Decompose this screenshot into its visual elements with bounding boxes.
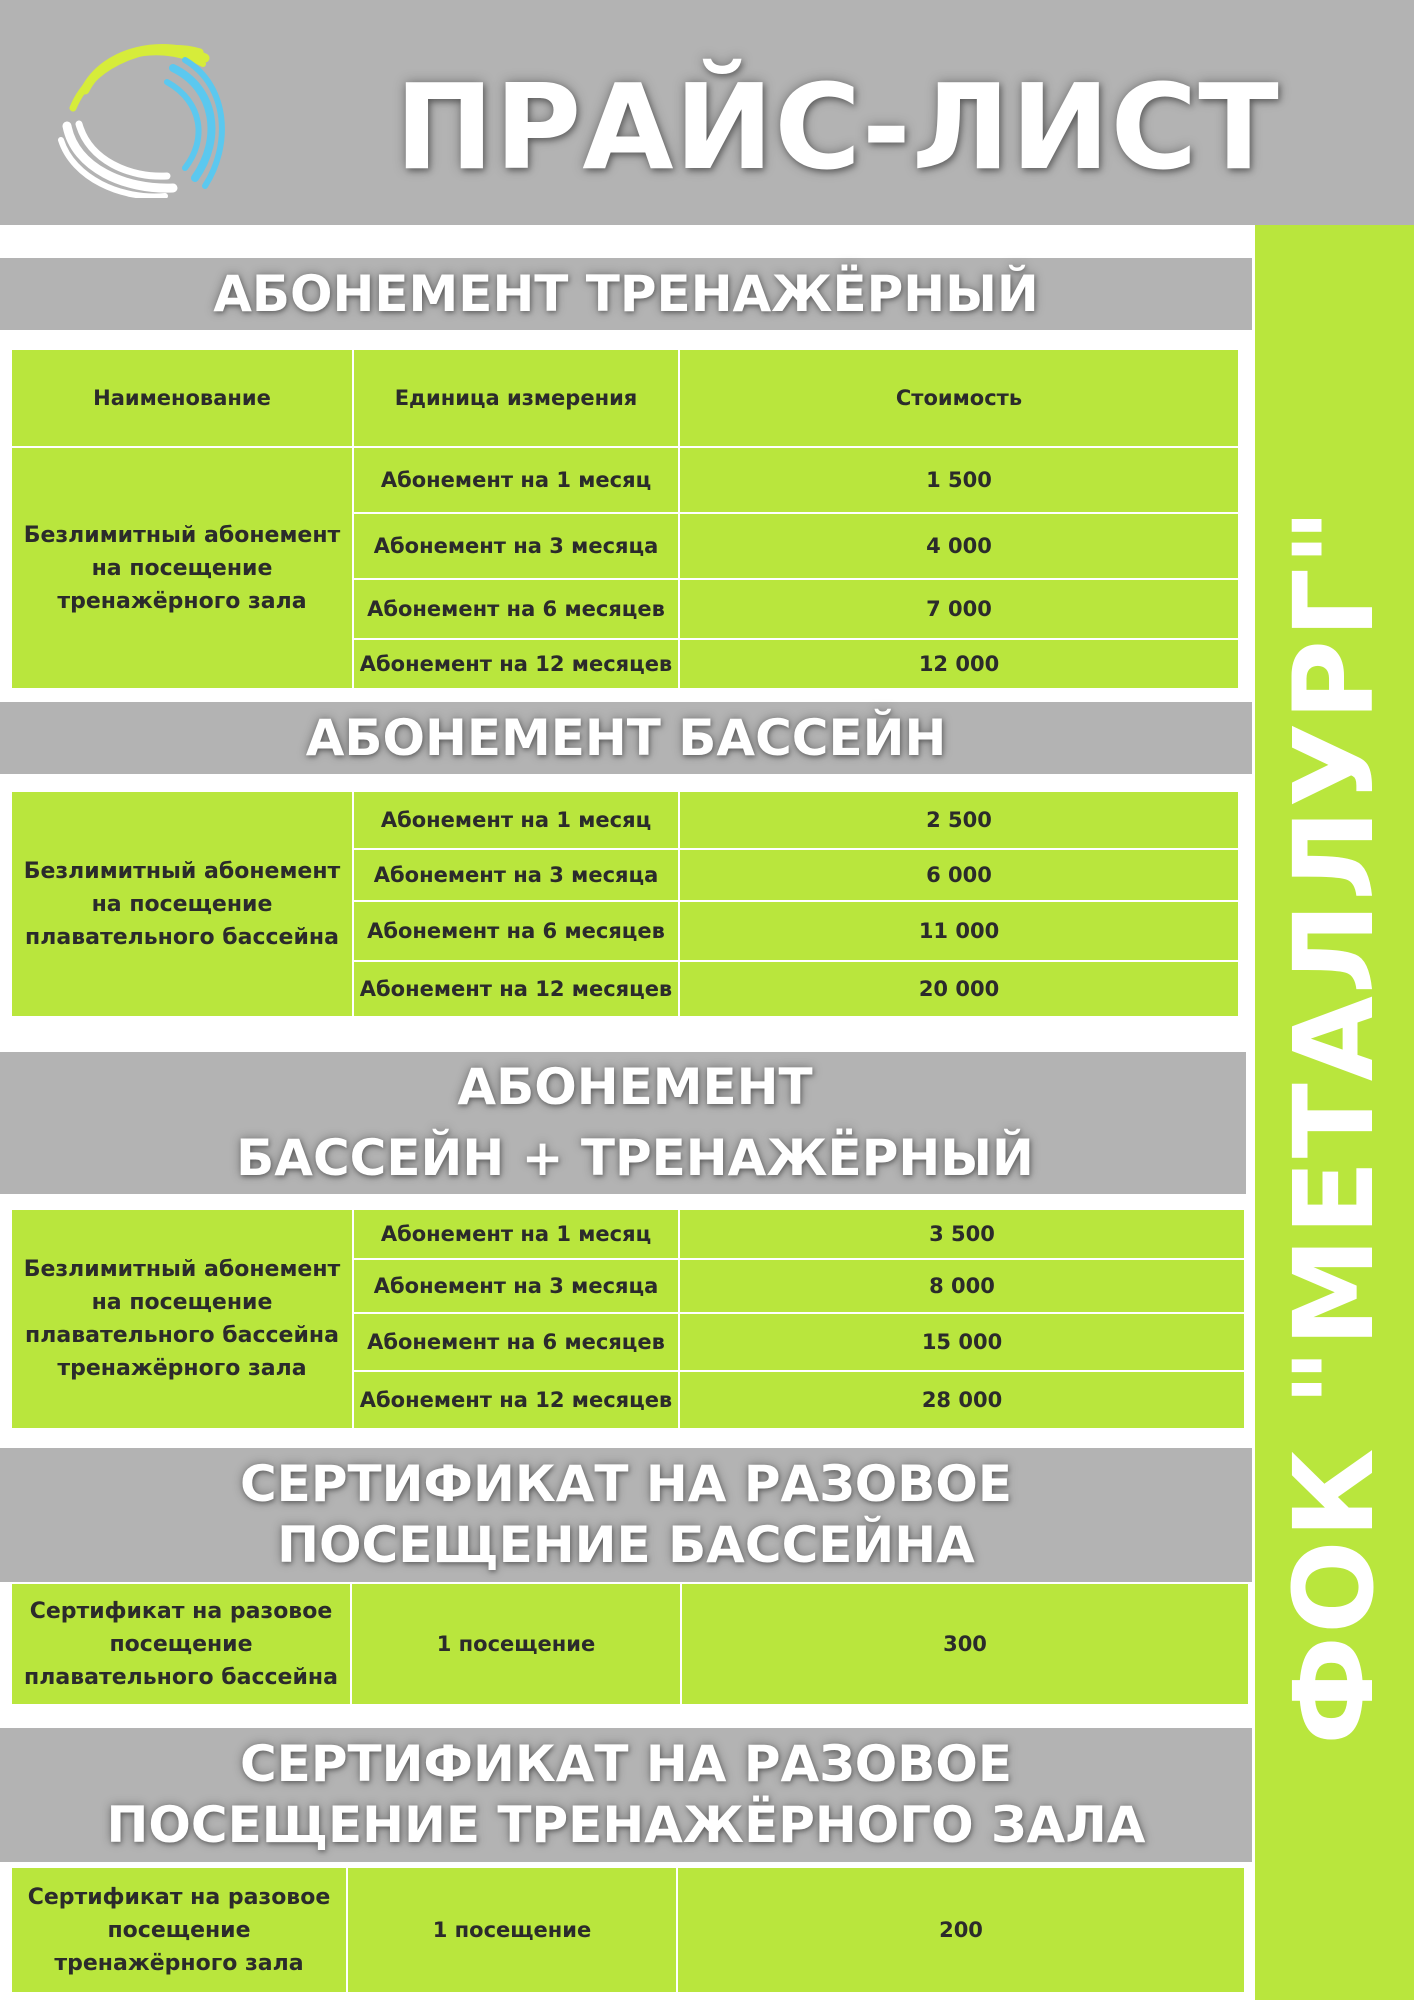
table-combo	[12, 1210, 1244, 1428]
section-title-combo-line1: АБОНЕМЕНТ	[457, 1058, 813, 1116]
table-row-unit: Абонемент на 6 месяцев	[354, 902, 680, 962]
table-row-price: 2 500	[680, 792, 1238, 850]
row-name: Сертификат на разовое посещение тренажёрного зала	[12, 1868, 348, 1992]
table-row-price: 6 000	[680, 850, 1238, 902]
table-row-price: 28 000	[921, 1388, 1003, 1412]
section-title-pool	[0, 702, 1252, 774]
table-row-price: 4 000	[680, 514, 1238, 580]
table-row-unit: 1 посещение	[352, 1584, 682, 1704]
table-row-price: 20 000	[918, 977, 1000, 1001]
section-title-cert-pool-line1: СЕРТИФИКАТ НА РАЗОВОЕ	[239, 1455, 1013, 1513]
table-row-price: 200	[939, 1918, 983, 1942]
column-header-price: Стоимость	[680, 350, 1238, 448]
page-title: ПРАЙС-ЛИСТ	[395, 58, 1280, 196]
section-title-cert-gym-line1: СЕРТИФИКАТ НА РАЗОВОЕ	[239, 1735, 1013, 1793]
row-name: Сертификат на разовое посещение плавательного бассейна	[12, 1584, 352, 1704]
table-row-unit: Абонемент на 1 месяц	[354, 1210, 680, 1260]
table-row-unit: 1 посещение	[348, 1868, 678, 1992]
table-pool	[12, 792, 1238, 1016]
table-cert-gym	[12, 1868, 1244, 1992]
table-row-unit: Абонемент на 12 месяцев	[354, 1372, 680, 1428]
club-logo-icon	[55, 28, 230, 198]
table-row-price: 1 500	[680, 448, 1238, 514]
column-header-name: Наименование	[12, 350, 354, 448]
row-name: Безлимитный абонемент на посещение плавательного бассейна	[12, 792, 354, 1016]
section-title-cert-gym	[0, 1728, 1252, 1862]
table-row-unit: Абонемент на 6 месяцев	[354, 580, 680, 640]
table-gym	[12, 350, 1238, 688]
table-row-price: 300	[943, 1632, 987, 1656]
table-row-unit: Абонемент на 3 месяца	[354, 850, 680, 902]
side-label: ФОК "МЕТАЛЛУРГ"	[1270, 506, 1398, 1745]
table-row-price: 15 000	[680, 1314, 1244, 1372]
section-title-combo-line2: БАССЕЙН + ТРЕНАЖЁРНЫЙ	[236, 1129, 1034, 1187]
table-row-unit: Абонемент на 6 месяцев	[354, 1314, 680, 1372]
section-title-cert-pool	[0, 1448, 1252, 1582]
table-row-price: 3 500	[680, 1210, 1244, 1260]
table-row-price: 12 000	[918, 652, 1000, 676]
section-title-combo	[0, 1052, 1246, 1194]
table-row-price: 11 000	[680, 902, 1238, 962]
table-row-price: 7 000	[680, 580, 1238, 640]
table-row-price: 8 000	[680, 1260, 1244, 1314]
table-row-unit: Абонемент на 1 месяц	[354, 448, 680, 514]
section-title-gym-text: АБОНЕМЕНТ ТРЕНАЖЁРНЫЙ	[213, 265, 1039, 323]
section-title-pool-text: АБОНЕМЕНТ БАССЕЙН	[305, 709, 947, 767]
table-row-unit: Абонемент на 12 месяцев	[354, 640, 680, 688]
section-title-cert-pool-line2: ПОСЕЩЕНИЕ БАССЕЙНА	[277, 1516, 975, 1574]
section-title-cert-gym-line2: ПОСЕЩЕНИЕ ТРЕНАЖЁРНОГО ЗАЛА	[106, 1796, 1146, 1854]
header-band	[0, 0, 1414, 225]
row-name: Безлимитный абонемент на посещение тренажёрного зала	[12, 448, 354, 688]
table-row-unit: Абонемент на 3 месяца	[354, 1260, 680, 1314]
table-row-unit: Абонемент на 12 месяцев	[354, 962, 680, 1016]
table-row-unit: Абонемент на 3 месяца	[354, 514, 680, 580]
table-cert-pool	[12, 1584, 1248, 1704]
section-title-gym	[0, 258, 1252, 330]
column-header-unit: Единица измерения	[354, 350, 680, 448]
row-name: Безлимитный абонемент на посещение плавательного бассейна тренажёрного зала	[12, 1210, 354, 1428]
table-row-unit: Абонемент на 1 месяц	[354, 792, 680, 850]
